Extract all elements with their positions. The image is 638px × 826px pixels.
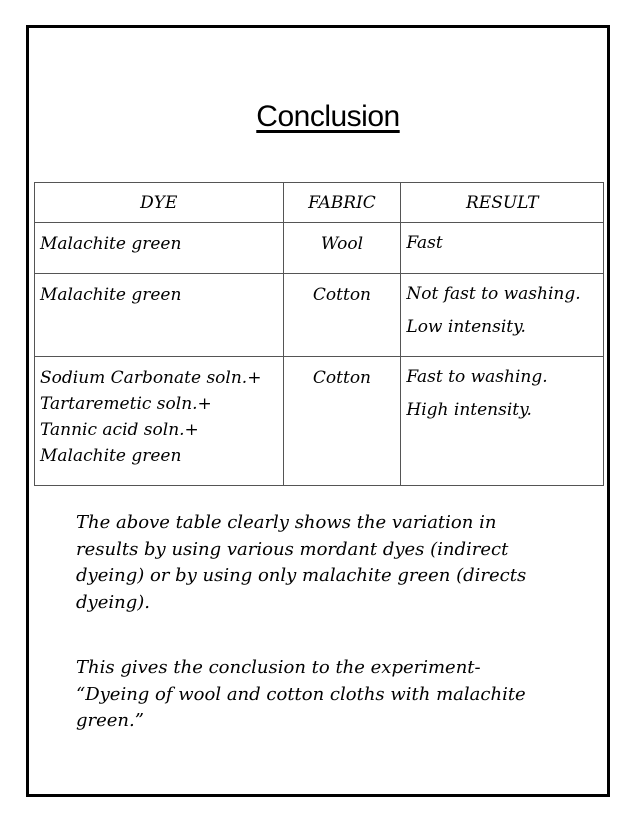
result-line: Low intensity.: [406, 317, 526, 337]
page-title: Conclusion: [256, 100, 400, 133]
cell-fabric: Cotton: [283, 274, 401, 357]
result-line: Fast: [406, 233, 443, 253]
table-row: [35, 223, 604, 274]
results-table: [34, 182, 604, 486]
dye-line: Sodium Carbonate soln.+: [40, 368, 262, 388]
cell-result: [401, 223, 604, 274]
result-line: Fast to washing.: [406, 367, 548, 387]
conclusion-paragraph: [76, 655, 576, 735]
header-fabric: FABRIC: [283, 183, 401, 223]
table-row: [35, 357, 604, 486]
cell-dye: [35, 357, 284, 486]
cell-fabric: Wool: [283, 223, 401, 274]
table-header-row: [35, 183, 604, 223]
paragraph-line: dyeing).: [76, 591, 150, 613]
dye-line: Malachite green: [40, 285, 182, 305]
dye-line: Tartaremetic soln.+: [40, 394, 212, 414]
paragraph-line: The above table clearly shows the variation in: [76, 512, 497, 533]
paragraph-line: “Dyeing of wool and cotton cloths with malachite: [76, 683, 526, 705]
cell-result: [401, 274, 604, 357]
header-dye: DYE: [35, 183, 284, 223]
dye-line: Malachite green: [40, 234, 182, 254]
dye-line: Tannic acid soln.+: [40, 420, 199, 440]
cell-dye: [35, 274, 284, 357]
cell-result: [401, 357, 604, 486]
paragraph-line: green.”: [76, 710, 144, 731]
paragraph-line: This gives the conclusion to the experiment-: [76, 657, 481, 678]
result-line: High intensity.: [406, 400, 532, 420]
result-line: Not fast to washing.: [406, 284, 581, 304]
cell-fabric: Cotton: [283, 357, 401, 486]
dye-line: Malachite green: [40, 446, 182, 466]
paragraph-line: results by using various mordant dyes (indirect: [76, 538, 509, 560]
summary-paragraph: [76, 510, 576, 616]
header-result: RESULT: [401, 183, 604, 223]
table-row: [35, 274, 604, 357]
paragraph-line: dyeing) or by using only malachite green (directs: [76, 565, 527, 586]
cell-dye: [35, 223, 284, 274]
